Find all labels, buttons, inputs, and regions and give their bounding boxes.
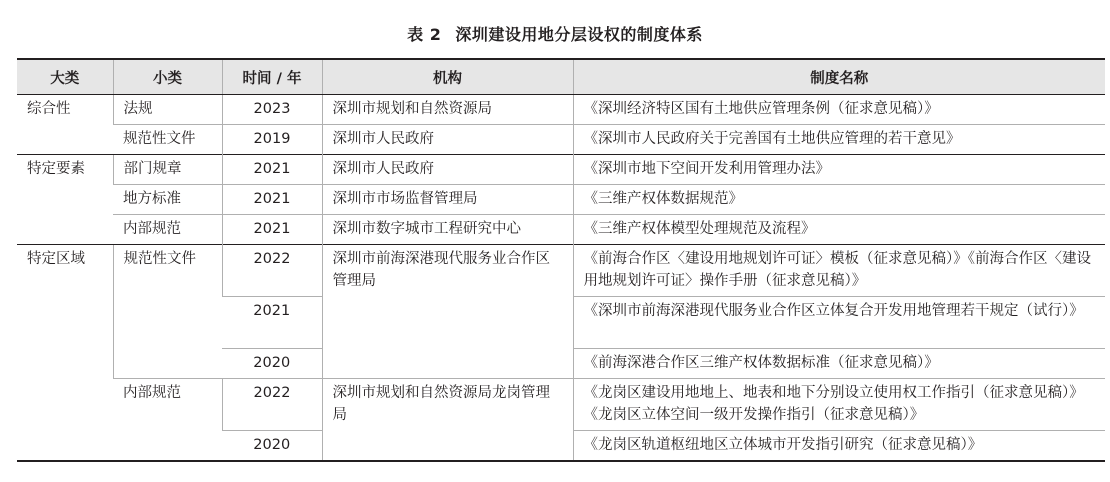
- subcategory-cell: 部门规章: [113, 155, 222, 185]
- regulation-cell: 《龙岗区轨道枢纽地区立体城市开发指引研究（征求意见稿）》: [573, 431, 1105, 462]
- year-cell: 2021: [222, 297, 322, 349]
- regulation-cell: 《三维产权体模型处理规范及流程》: [573, 215, 1105, 245]
- agency-cell: 深圳市数字城市工程研究中心: [322, 215, 573, 245]
- category-cell: 特定要素: [17, 155, 113, 245]
- header-regulation: 制度名称: [573, 59, 1105, 95]
- year-cell: 2021: [222, 215, 322, 245]
- header-agency: 机构: [322, 59, 573, 95]
- year-cell: 2020: [222, 349, 322, 379]
- year-cell: 2022: [222, 379, 322, 431]
- category-cell: 综合性: [17, 95, 113, 155]
- table-row: [17, 125, 1105, 155]
- table-title: 深圳建设用地分层设权的制度体系: [455, 25, 703, 44]
- agency-cell: 深圳市规划和自然资源局龙岗管理局: [322, 379, 573, 462]
- table-row: [17, 215, 1105, 245]
- regulation-cell: 《前海深港合作区三维产权体数据标准（征求意见稿）》: [573, 349, 1105, 379]
- year-cell: 2020: [222, 431, 322, 462]
- subcategory-cell: 规范性文件: [113, 245, 222, 379]
- agency-cell: 深圳市前海深港现代服务业合作区管理局: [322, 245, 573, 379]
- regulation-cell: 《深圳市地下空间开发利用管理办法》: [573, 155, 1105, 185]
- agency-cell: 深圳市市场监督管理局: [322, 185, 573, 215]
- regulation-cell: 《三维产权体数据规范》: [573, 185, 1105, 215]
- table-number: 表 2: [407, 25, 442, 44]
- year-cell: 2021: [222, 185, 322, 215]
- table-row: [17, 95, 1105, 125]
- header-row: [17, 59, 1105, 95]
- table-row: [17, 245, 1105, 297]
- agency-cell: 深圳市规划和自然资源局: [322, 95, 573, 125]
- header-category: 大类: [17, 59, 113, 95]
- agency-cell: 深圳市人民政府: [322, 155, 573, 185]
- regulation-table: [17, 58, 1105, 462]
- year-cell: 2021: [222, 155, 322, 185]
- regulation-cell: 《深圳经济特区国有土地供应管理条例（征求意见稿）》: [573, 95, 1105, 125]
- year-cell: 2022: [222, 245, 322, 297]
- year-cell: 2023: [222, 95, 322, 125]
- table-caption: [0, 22, 1110, 45]
- subcategory-cell: 内部规范: [113, 379, 222, 462]
- table-row: [17, 155, 1105, 185]
- subcategory-cell: 内部规范: [113, 215, 222, 245]
- header-subcategory: 小类: [113, 59, 222, 95]
- category-cell: 特定区域: [17, 245, 113, 462]
- year-cell: 2019: [222, 125, 322, 155]
- regulation-cell: 《龙岗区建设用地地上、地表和地下分别设立使用权工作指引（征求意见稿）》《龙岗区立体空间一级开发操作指引（征求意见稿）》: [573, 379, 1105, 431]
- subcategory-cell: 法规: [113, 95, 222, 125]
- regulation-cell: 《深圳市前海深港现代服务业合作区立体复合开发用地管理若干规定（试行）》: [573, 297, 1105, 349]
- regulation-cell: 《前海合作区〈建设用地规划许可证〉模板（征求意见稿）》《前海合作区〈建设用地规划许可证〉操作手册（征求意见稿）》: [573, 245, 1105, 297]
- header-year: 时间 / 年: [222, 59, 322, 95]
- table-row: [17, 379, 1105, 431]
- subcategory-cell: 地方标准: [113, 185, 222, 215]
- agency-cell: 深圳市人民政府: [322, 125, 573, 155]
- subcategory-cell: 规范性文件: [113, 125, 222, 155]
- regulation-cell: 《深圳市人民政府关于完善国有土地供应管理的若干意见》: [573, 125, 1105, 155]
- table-row: [17, 185, 1105, 215]
